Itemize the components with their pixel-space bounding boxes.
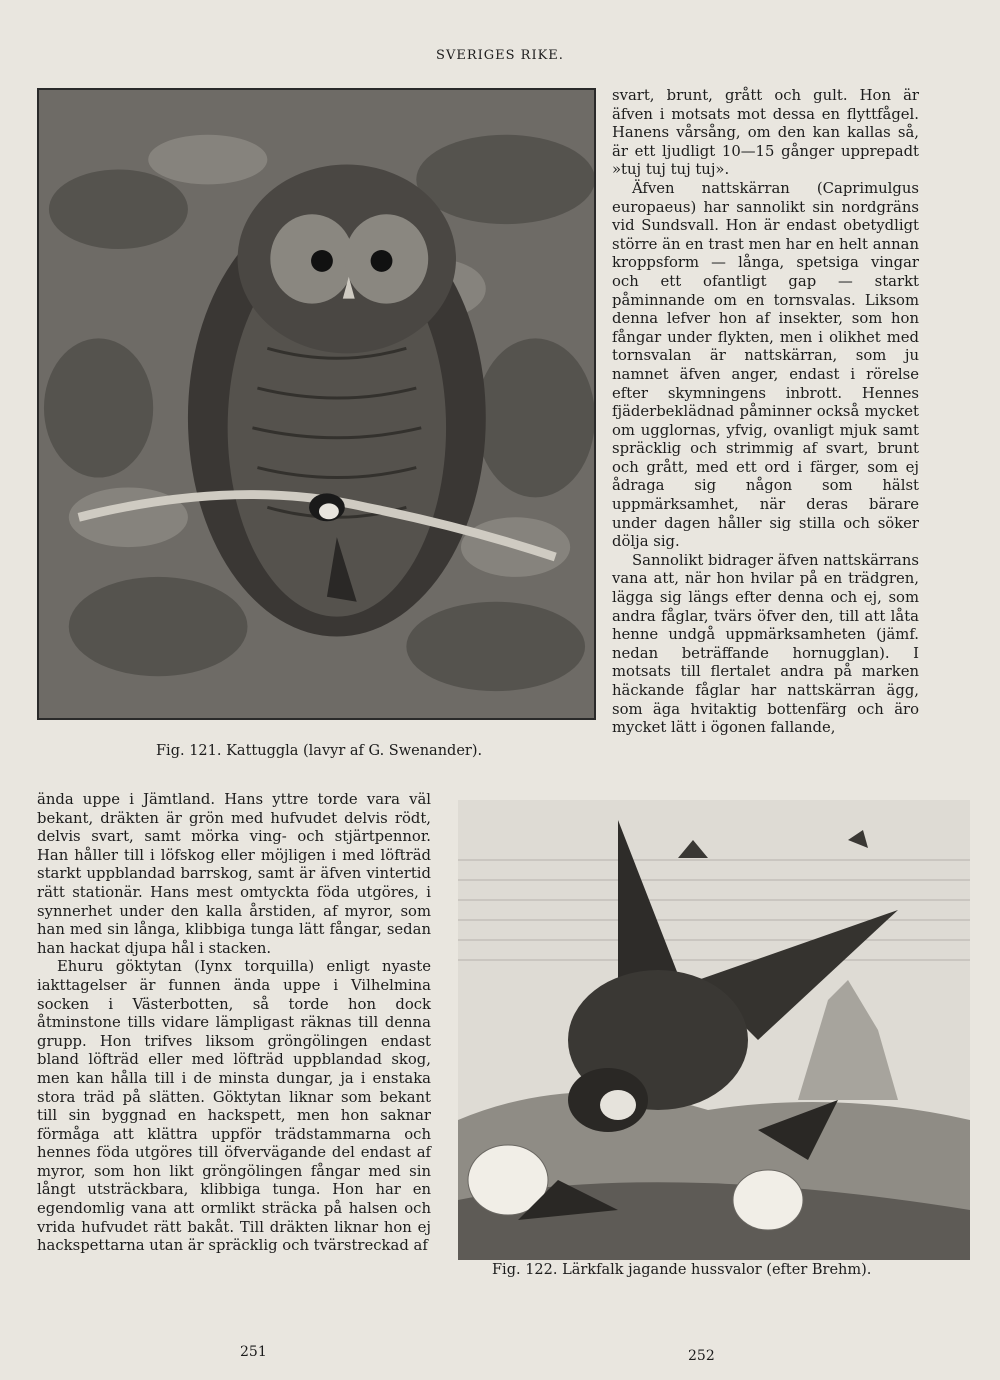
owl-illustration (37, 88, 596, 720)
paragraph: Sannolikt bidrager äfven nattskärrans vana att, när hon hvilar på en trädgren, lägga sig längs efter denna och ej, som andra fåglar, tvärs öfver den, till att låta henne undgå uppmärksamheten (jämf. nedan beträffande hornugglan). I motsats till flertalet andra på marken häckande fåglar har nattskärran ägg, som äga hvitaktig bottenfärg och äro mycket lätt i ögonen fallande, (612, 551, 919, 737)
page-number-left: 251 (240, 1344, 267, 1360)
paragraph: Äfven nattskärran (Caprimulgus europaeus) har sannolikt sin nordgräns vid Sundsvall. Hon är endast obetydligt större än en trast men har en helt annan kroppsform — långa, spetsiga vingar och ett ofantligt gap — starkt påminnande om en tornsvalas. Liksom denna lefver hon af insekter, som hon fångar under flykten, men i olikhet med tornsvalan är nattskärran, som ju namnet äfven anger, endast i rörelse efter skymningens inbrott. Hennes fjäderbeklädnad påminner också mycket om ugglornas, yfvig, ovanligt mjuk samt spräcklig och strimmig af svart, brunt och grått, med ett ord i färger, som ej ådraga sig någon som hälst uppmärksamhet, när deras bärare under dagen håller sig stilla och söker dölja sig. (612, 179, 919, 551)
paragraph: Ehuru göktytan (Iynx torquilla) enligt nyaste iakttagelser är funnen ända uppe i Vilhelmina socken i Västerbotten, så torde hon dock åtminstone tills vidare lämpligast räknas till denna grupp. Hon trifves liksom gröngölingen endast bland löfträd eller med löfträd uppblandad skog, men kan hålla till i de minsta dungar, ja i enstaka stora träd på slätten. Göktytan liknar som bekant till sin byggnad en hackspett, men hon saknar förmåga att klättra uppför trädstammarna och hennes föda utgöres till öfvervägande del endast af myror, som hon likt gröngölingen fångar med sin långt utsträckbara, klibbiga tunga. Hon har en egendomlig vana att ormlikt sträcka på halsen och vrida hufvudet rätt bakåt. Till dräkten liknar hon ej hackspettarna utan är spräcklig och tvärstreckad af (37, 958, 431, 1255)
owl-figure-caption: Fig. 121. Kattuggla (lavyr af G. Swenander). (156, 743, 483, 759)
left-column-text (37, 791, 431, 1256)
falcon-figure-caption: Fig. 122. Lärkfalk jagande hussvalor (efter Brehm). (492, 1262, 872, 1278)
paragraph: ända uppe i Jämtland. Hans yttre torde vara väl bekant, dräkten är grön med hufvudet delvis rödt, delvis svart, samt mörka ving- och stjärtpennor. Han håller till i löfskog eller möjligen i med löfträd starkt uppblandad barrskog, samt är äfven vintertid rätt stationär. Hans mest omtyckta föda utgöres, i synnerhet under den kalla årstiden, af myror, som han med sin långa, klibbiga tunga lätt fångar, sedan han hackat djupa hål i stacken. (37, 791, 431, 957)
paragraph: svart, brunt, grått och gult. Hon är äfven i motsats mot dessa en flyttfågel. Hanens vårsång, om den kan kallas så, är ett ljudligt 10—15 gånger upprepadt »tuj tuj tuj tuj». (612, 87, 919, 179)
falcon-illustration (458, 800, 970, 1260)
page-number-right: 252 (688, 1348, 715, 1364)
running-head: SVERIGES RIKE. (436, 48, 564, 63)
right-column-text (612, 87, 919, 738)
